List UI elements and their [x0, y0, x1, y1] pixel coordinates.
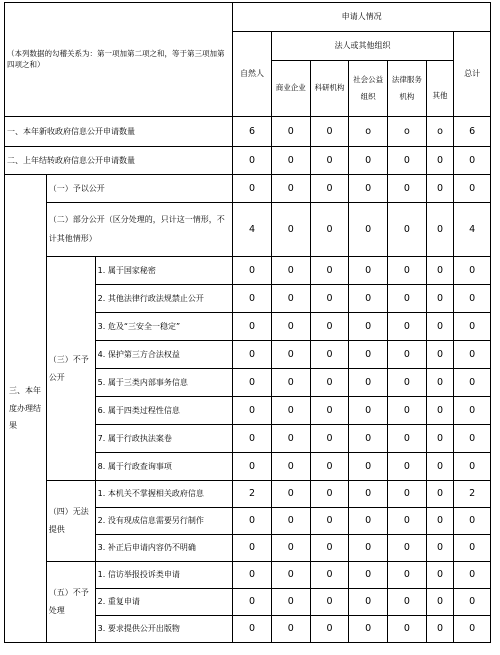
cell-value: 0 [454, 589, 491, 616]
cell-value: 0 [426, 481, 454, 508]
row-label: 二、上年结转政府信息公开申请数量 [5, 147, 233, 175]
table-row [5, 175, 491, 203]
table-row [5, 562, 491, 589]
cell-value: o [388, 117, 427, 147]
cell-value: 0 [271, 285, 310, 313]
row-label: 3. 要求提供公开出版物 [95, 616, 233, 643]
section-3-label: 三、本年度办理结果 [5, 175, 47, 643]
cell-value: 0 [349, 535, 388, 562]
cell-value: 0 [310, 453, 349, 481]
cell-value: 0 [310, 175, 349, 203]
cell-value: 0 [388, 285, 427, 313]
applicant-status-header: 申请人情况 [233, 3, 491, 32]
cell-value: 0 [388, 535, 427, 562]
cell-value: 0 [454, 369, 491, 397]
cell-value: 0 [233, 257, 272, 285]
cell-value: 0 [454, 257, 491, 285]
cell-value: 0 [426, 508, 454, 535]
cell-value: 0 [271, 313, 310, 341]
cell-value: 0 [310, 369, 349, 397]
cell-value: 0 [349, 425, 388, 453]
row-label: 8. 属于行政查询事项 [95, 453, 233, 481]
cell-value: 0 [349, 175, 388, 203]
table-row [5, 117, 491, 147]
cell-value: 0 [271, 175, 310, 203]
cell-value: 0 [426, 369, 454, 397]
cell-value: 0 [388, 369, 427, 397]
cell-value: 0 [349, 257, 388, 285]
group-3-label: （三）不予公开 [46, 257, 95, 481]
cell-value: 0 [271, 397, 310, 425]
cell-value: 0 [271, 257, 310, 285]
cell-value: 0 [233, 562, 272, 589]
cell-value: 0 [454, 508, 491, 535]
table-row [5, 203, 491, 257]
cell-value: 0 [233, 369, 272, 397]
natural-person-header: 自然人 [233, 32, 272, 117]
cell-value: 0 [310, 285, 349, 313]
cell-value: 0 [233, 508, 272, 535]
cell-value: 0 [233, 175, 272, 203]
cell-value: 0 [349, 369, 388, 397]
cell-value: 0 [310, 203, 349, 257]
cell-value: 0 [388, 147, 427, 175]
cell-value: 0 [388, 481, 427, 508]
cell-value: 0 [454, 397, 491, 425]
cell-value: 0 [233, 616, 272, 643]
cell-value: 0 [388, 175, 427, 203]
cell-value: 0 [426, 589, 454, 616]
cell-value: 0 [426, 397, 454, 425]
relationship-note: （本列数据的勾稽关系为：第一项加第二项之和，等于第三项加第四项之和） [5, 3, 233, 117]
cell-value: 0 [388, 341, 427, 369]
row-label: 一、本年新收政府信息公开申请数量 [5, 117, 233, 147]
cell-value: 0 [233, 285, 272, 313]
total-header: 总计 [454, 32, 491, 117]
cell-value: 0 [454, 341, 491, 369]
cell-value: 0 [426, 313, 454, 341]
group-5-label: （五）不予处理 [46, 562, 95, 643]
cell-value: 0 [271, 508, 310, 535]
cell-value: 2 [454, 481, 491, 508]
cell-value: 0 [310, 589, 349, 616]
cell-value: 0 [349, 481, 388, 508]
cell-value: 0 [388, 589, 427, 616]
legal-service-header: 法律服务机构 [388, 61, 427, 117]
cell-value: 0 [233, 147, 272, 175]
cell-value: 0 [310, 508, 349, 535]
cell-value: 0 [271, 369, 310, 397]
cell-value: 0 [271, 481, 310, 508]
cell-value: 0 [310, 313, 349, 341]
table-row [5, 257, 491, 285]
row-label: 1. 本机关不掌握相关政府信息 [95, 481, 233, 508]
cell-value: 0 [349, 397, 388, 425]
cell-value: 0 [310, 481, 349, 508]
cell-value: 0 [454, 313, 491, 341]
cell-value: 6 [454, 117, 491, 147]
cell-value: 0 [388, 425, 427, 453]
row-label: 1. 属于国家秘密 [95, 257, 233, 285]
cell-value: 0 [426, 175, 454, 203]
cell-value: 0 [271, 589, 310, 616]
table-row [5, 481, 491, 508]
table-row [5, 147, 491, 175]
cell-value: 0 [233, 589, 272, 616]
cell-value: 0 [349, 147, 388, 175]
other-header: 其他 [426, 61, 454, 117]
row-label: 7. 属于行政执法案卷 [95, 425, 233, 453]
cell-value: 0 [271, 453, 310, 481]
row-label: 2. 没有现成信息需要另行制作 [95, 508, 233, 535]
row-label: 2. 其他法律行政法规禁止公开 [95, 285, 233, 313]
row-label: 3. 补正后申请内容仍不明确 [95, 535, 233, 562]
cell-value: 0 [271, 341, 310, 369]
research-header: 科研机构 [310, 61, 349, 117]
cell-value: 0 [271, 117, 310, 147]
row-label: 1. 信访举报投诉类申请 [95, 562, 233, 589]
cell-value: 4 [454, 203, 491, 257]
cell-value: 0 [454, 175, 491, 203]
cell-value: 0 [426, 425, 454, 453]
cell-value: 0 [271, 147, 310, 175]
cell-value: 0 [388, 508, 427, 535]
cell-value: 0 [426, 203, 454, 257]
cell-value: 0 [426, 341, 454, 369]
cell-value: 0 [310, 397, 349, 425]
cell-value: 0 [426, 453, 454, 481]
cell-value: 0 [454, 616, 491, 643]
row-label: 2. 重复申请 [95, 589, 233, 616]
cell-value: 0 [233, 397, 272, 425]
cell-value: o [349, 117, 388, 147]
cell-value: 0 [310, 616, 349, 643]
row-label: （一）予以公开 [46, 175, 232, 203]
cell-value: 0 [388, 453, 427, 481]
cell-value: 0 [426, 535, 454, 562]
cell-value: o [426, 117, 454, 147]
cell-value: 0 [349, 508, 388, 535]
cell-value: 0 [388, 203, 427, 257]
cell-value: 0 [454, 535, 491, 562]
social-header: 社会公益组织 [349, 61, 388, 117]
cell-value: 0 [271, 616, 310, 643]
cell-value: 0 [310, 341, 349, 369]
cell-value: 0 [349, 562, 388, 589]
cell-value: 0 [349, 341, 388, 369]
cell-value: 0 [349, 285, 388, 313]
cell-value: 0 [271, 535, 310, 562]
cell-value: 0 [349, 203, 388, 257]
cell-value: 0 [426, 257, 454, 285]
cell-value: 0 [349, 313, 388, 341]
cell-value: 0 [310, 535, 349, 562]
cell-value: 0 [271, 425, 310, 453]
cell-value: 0 [233, 341, 272, 369]
cell-value: 0 [233, 535, 272, 562]
cell-value: 0 [388, 397, 427, 425]
row-label: 4. 保护第三方合法权益 [95, 341, 233, 369]
statistics-table [4, 2, 491, 643]
cell-value: 0 [426, 616, 454, 643]
row-label: 5. 属于三类内部事务信息 [95, 369, 233, 397]
cell-value: 0 [310, 425, 349, 453]
cell-value: 0 [454, 562, 491, 589]
cell-value: 0 [310, 117, 349, 147]
row-label: 3. 危及“三安全一稳定” [95, 313, 233, 341]
row-label: 6. 属于四类过程性信息 [95, 397, 233, 425]
cell-value: 0 [233, 453, 272, 481]
cell-value: 6 [233, 117, 272, 147]
cell-value: 0 [310, 147, 349, 175]
group-4-label: （四）无法提供 [46, 481, 95, 562]
cell-value: 0 [388, 562, 427, 589]
cell-value: 0 [349, 616, 388, 643]
cell-value: 0 [388, 313, 427, 341]
cell-value: 4 [233, 203, 272, 257]
cell-value: 0 [349, 453, 388, 481]
cell-value: 0 [310, 257, 349, 285]
cell-value: 0 [310, 562, 349, 589]
legal-group-header: 法人或其他组织 [271, 32, 453, 61]
cell-value: 0 [388, 616, 427, 643]
cell-value: 2 [233, 481, 272, 508]
commercial-header: 商业企业 [271, 61, 310, 117]
cell-value: 0 [426, 147, 454, 175]
cell-value: 0 [454, 453, 491, 481]
cell-value: 0 [271, 203, 310, 257]
cell-value: 0 [349, 589, 388, 616]
cell-value: 0 [426, 285, 454, 313]
cell-value: 0 [426, 562, 454, 589]
cell-value: 0 [454, 147, 491, 175]
cell-value: 0 [388, 257, 427, 285]
cell-value: 0 [271, 562, 310, 589]
cell-value: 0 [454, 285, 491, 313]
cell-value: 0 [233, 313, 272, 341]
header-row-1 [5, 3, 491, 32]
cell-value: 0 [233, 425, 272, 453]
cell-value: 0 [454, 425, 491, 453]
row-label: （二）部分公开（区分处理的，只计这一情形，不计其他情形） [46, 203, 232, 257]
